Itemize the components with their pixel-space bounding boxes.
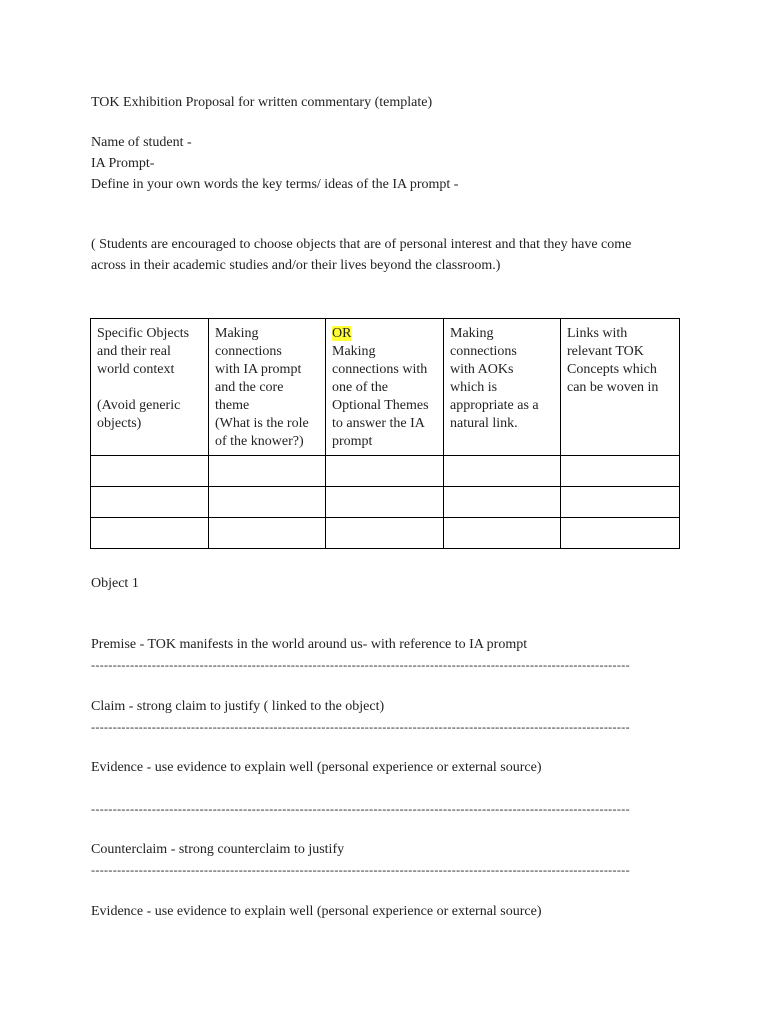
- object-heading: Object 1: [91, 576, 139, 591]
- table-cell[interactable]: [326, 487, 444, 518]
- header-cell-text: Making: [332, 344, 376, 359]
- instruction-note: [91, 234, 691, 276]
- table-cell[interactable]: [561, 487, 680, 518]
- header-cell-objects: [91, 319, 209, 456]
- table-cell[interactable]: [91, 456, 209, 487]
- header-cell-text: prompt: [332, 434, 373, 449]
- header-cell-text: to answer the IA: [332, 416, 425, 431]
- header-cell-text: world context: [97, 362, 175, 377]
- header-cell-text: theme: [215, 398, 250, 413]
- header-cell-text: which is: [450, 380, 498, 395]
- answer-line[interactable]: ----------------------------------------------------------------------------------------------------------------------------: [91, 803, 630, 815]
- table-row: [91, 487, 680, 518]
- table-cell[interactable]: [444, 518, 561, 549]
- header-cell-text: Links with: [567, 326, 628, 341]
- table-cell[interactable]: [326, 456, 444, 487]
- field-student-name: Name of student -: [91, 135, 192, 150]
- table-cell[interactable]: [561, 518, 680, 549]
- header-cell-text: of the knower?): [215, 434, 304, 449]
- answer-line[interactable]: ----------------------------------------------------------------------------------------------------------------------------: [91, 721, 630, 733]
- claim-label: Claim - strong claim to justify ( linked to the object): [91, 699, 385, 714]
- header-cell-text: (Avoid generic: [97, 398, 181, 413]
- table-cell[interactable]: [326, 518, 444, 549]
- header-cell-text: appropriate as a: [450, 398, 539, 413]
- table-cell[interactable]: [91, 518, 209, 549]
- header-cell-text: connections: [450, 344, 517, 359]
- document-title: TOK Exhibition Proposal for written commentary (template): [91, 95, 433, 110]
- header-cell-text: Making: [215, 326, 259, 341]
- counterclaim-label: Counterclaim - strong counterclaim to justify: [91, 842, 345, 857]
- answer-line[interactable]: ----------------------------------------------------------------------------------------------------------------------------: [91, 864, 630, 876]
- header-cell-text: Concepts which: [567, 362, 657, 377]
- header-cell-text: relevant TOK: [567, 344, 644, 359]
- answer-line[interactable]: ----------------------------------------------------------------------------------------------------------------------------: [91, 659, 630, 671]
- field-key-terms: Define in your own words the key terms/ ideas of the IA prompt -: [91, 177, 459, 192]
- header-cell-text: and their real: [97, 344, 171, 359]
- header-cell-text: (What is the role: [215, 416, 309, 431]
- evidence-label: Evidence - use evidence to explain well (personal experience or external source): [91, 904, 542, 919]
- table-cell[interactable]: [444, 487, 561, 518]
- evidence-label: Evidence - use evidence to explain well (personal experience or external source): [91, 760, 542, 775]
- table-cell[interactable]: [561, 456, 680, 487]
- table-cell[interactable]: [209, 487, 326, 518]
- header-cell-text: one of the: [332, 380, 388, 395]
- table-header-row: [91, 319, 680, 456]
- planning-table: [90, 318, 680, 549]
- header-cell-text: Making: [450, 326, 494, 341]
- header-cell-text: connections: [215, 344, 282, 359]
- table-row: [91, 456, 680, 487]
- or-highlight: OR: [332, 326, 352, 341]
- field-ia-prompt: IA Prompt-: [91, 156, 155, 171]
- premise-label: Premise - TOK manifests in the world around us- with reference to IA prompt: [91, 637, 528, 652]
- header-cell-aoks: [444, 319, 561, 456]
- instruction-note-line: across in their academic studies and/or their lives beyond the classroom.): [91, 258, 501, 273]
- header-cell-text: with IA prompt: [215, 362, 302, 377]
- header-cell-text: objects): [97, 416, 142, 431]
- header-cell-core-theme: [209, 319, 326, 456]
- header-cell-text: and the core: [215, 380, 284, 395]
- header-cell-text: Optional Themes: [332, 398, 429, 413]
- table-cell[interactable]: [91, 487, 209, 518]
- header-cell-text: connections with: [332, 362, 428, 377]
- instruction-note-line: ( Students are encouraged to choose objects that are of personal interest and that they have come: [91, 237, 632, 252]
- header-cell-text: natural link.: [450, 416, 518, 431]
- table-cell[interactable]: [444, 456, 561, 487]
- table-cell[interactable]: [209, 518, 326, 549]
- header-cell-optional-themes: [326, 319, 444, 456]
- header-cell-text: with AOKs: [450, 362, 514, 377]
- header-cell-spacer: [97, 379, 202, 397]
- table-row: [91, 518, 680, 549]
- header-cell-text: can be woven in: [567, 380, 659, 395]
- header-cell-text: Specific Objects: [97, 326, 190, 341]
- header-cell-tok-concepts: [561, 319, 680, 456]
- table-cell[interactable]: [209, 456, 326, 487]
